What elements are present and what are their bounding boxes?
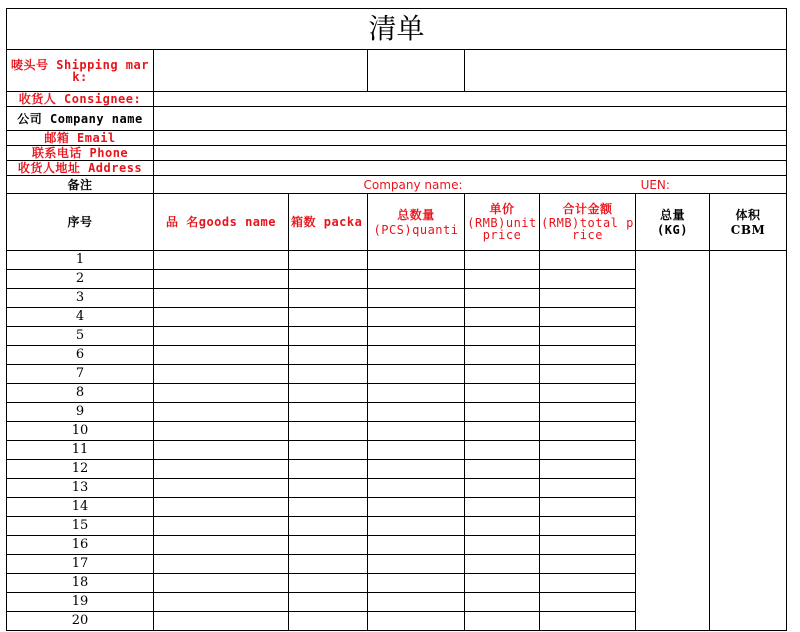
packages-cell[interactable] [289, 346, 368, 365]
unit-price-cn: 单价 [489, 202, 515, 216]
packages-cell[interactable] [289, 460, 368, 479]
goods-name-cell[interactable] [154, 327, 289, 346]
column-header-weight [636, 194, 710, 251]
goods-name-cell[interactable] [154, 441, 289, 460]
unit-price-cell[interactable] [465, 536, 540, 555]
quantity-cell[interactable] [368, 270, 465, 289]
packages-cell[interactable] [289, 308, 368, 327]
quantity-cn: 总数量 [397, 207, 435, 222]
row-index: 10 [7, 422, 154, 441]
packages-cell[interactable] [289, 251, 368, 270]
quantity-cell[interactable] [368, 593, 465, 612]
row-index: 5 [7, 327, 154, 346]
goods-name-cell[interactable] [154, 403, 289, 422]
email-label: 邮箱 Email [7, 131, 154, 146]
quantity-cell[interactable] [368, 517, 465, 536]
unit-price-cell[interactable] [465, 270, 540, 289]
quantity-cell[interactable] [368, 327, 465, 346]
quantity-cell[interactable] [368, 365, 465, 384]
packages-cell[interactable] [289, 365, 368, 384]
quantity-en: (PCS)quanti [373, 222, 459, 237]
total-price-cell[interactable] [540, 460, 636, 479]
weight-cell[interactable] [636, 251, 710, 631]
quantity-cell[interactable] [368, 308, 465, 327]
unit-price-cell[interactable] [465, 308, 540, 327]
packing-list-table [6, 8, 787, 631]
packages-cell[interactable] [289, 384, 368, 403]
packages-cell[interactable] [289, 422, 368, 441]
total-price-cell[interactable] [540, 574, 636, 593]
row-index: 8 [7, 384, 154, 403]
total-price-cell[interactable] [540, 270, 636, 289]
goods-name-cell[interactable] [154, 593, 289, 612]
quantity-cell[interactable] [368, 479, 465, 498]
unit-price-cell[interactable] [465, 612, 540, 631]
goods-name-cell[interactable] [154, 479, 289, 498]
quantity-cell[interactable] [368, 384, 465, 403]
packages-cell[interactable] [289, 555, 368, 574]
total-price-en: (RMB)total price [541, 216, 634, 242]
quantity-cell[interactable] [368, 441, 465, 460]
quantity-cell[interactable] [368, 460, 465, 479]
goods-name-cell[interactable] [154, 289, 289, 308]
goods-name-cell[interactable] [154, 612, 289, 631]
total-price-cell[interactable] [540, 498, 636, 517]
total-price-cell[interactable] [540, 479, 636, 498]
column-header-goods-name: 品 名goods name [154, 194, 289, 251]
shipping-mark-cell-2[interactable] [368, 50, 465, 92]
row-index: 20 [7, 612, 154, 631]
column-header-packages: 箱数 packa [289, 194, 368, 251]
unit-price-cell[interactable] [465, 574, 540, 593]
unit-price-cell[interactable] [465, 365, 540, 384]
row-index: 1 [7, 251, 154, 270]
row-index: 6 [7, 346, 154, 365]
column-header-quantity [368, 194, 465, 251]
packages-cell[interactable] [289, 574, 368, 593]
packages-cell[interactable] [289, 612, 368, 631]
weight-en: (KG) [657, 222, 688, 237]
row-index: 11 [7, 441, 154, 460]
volume-cn: 体积 [735, 207, 761, 222]
goods-name-cell[interactable] [154, 536, 289, 555]
goods-name-cell[interactable] [154, 308, 289, 327]
packages-cell[interactable] [289, 289, 368, 308]
total-price-cell[interactable] [540, 441, 636, 460]
row-index: 2 [7, 270, 154, 289]
quantity-cell[interactable] [368, 555, 465, 574]
consignee-label: 收货人 Consignee: [7, 92, 154, 107]
total-price-cn: 合计金额 [562, 202, 613, 216]
packages-cell[interactable] [289, 270, 368, 289]
shipping-mark-cell-1[interactable] [154, 50, 368, 92]
unit-price-cell[interactable] [465, 384, 540, 403]
column-header-total-price [540, 194, 636, 251]
packages-cell[interactable] [289, 327, 368, 346]
row-index: 17 [7, 555, 154, 574]
total-price-cell[interactable] [540, 612, 636, 631]
quantity-cell[interactable] [368, 403, 465, 422]
goods-name-cell[interactable] [154, 365, 289, 384]
unit-price-cell[interactable] [465, 555, 540, 574]
row-index: 19 [7, 593, 154, 612]
weight-cn: 总量 [659, 207, 685, 222]
unit-price-cell[interactable] [465, 517, 540, 536]
unit-price-en: (RMB)unit price [467, 216, 537, 242]
remark-label: 备注 [7, 176, 154, 194]
total-price-cell[interactable] [540, 327, 636, 346]
total-price-cell[interactable] [540, 289, 636, 308]
total-price-cell[interactable] [540, 308, 636, 327]
goods-name-cell[interactable] [154, 251, 289, 270]
uen-text: UEN: [640, 177, 670, 192]
packing-list-sheet [6, 8, 786, 631]
row-index: 15 [7, 517, 154, 536]
unit-price-cell[interactable] [465, 593, 540, 612]
company-name-label: 公司 Company name [7, 107, 154, 131]
goods-name-cell[interactable] [154, 555, 289, 574]
volume-en: CBM [730, 222, 766, 237]
goods-name-cell[interactable] [154, 422, 289, 441]
total-price-cell[interactable] [540, 517, 636, 536]
goods-name-cell[interactable] [154, 517, 289, 536]
unit-price-cell[interactable] [465, 251, 540, 270]
packages-cell[interactable] [289, 593, 368, 612]
goods-name-cell[interactable] [154, 384, 289, 403]
unit-price-cell[interactable] [465, 422, 540, 441]
quantity-cell[interactable] [368, 251, 465, 270]
packages-cell[interactable] [289, 517, 368, 536]
row-index: 18 [7, 574, 154, 593]
shipping-mark-cell-3[interactable] [465, 50, 787, 92]
remark-company-label: Company name: [154, 176, 465, 194]
address-value[interactable] [154, 161, 787, 176]
goods-name-cell[interactable] [154, 460, 289, 479]
unit-price-cell[interactable] [465, 441, 540, 460]
row-index: 3 [7, 289, 154, 308]
remark-uen-label [465, 176, 787, 194]
quantity-cell[interactable] [368, 498, 465, 517]
unit-price-cell[interactable] [465, 289, 540, 308]
quantity-cell[interactable] [368, 536, 465, 555]
unit-price-cell[interactable] [465, 327, 540, 346]
packages-cell[interactable] [289, 498, 368, 517]
total-price-cell[interactable] [540, 536, 636, 555]
row-index: 7 [7, 365, 154, 384]
company-name-value[interactable] [154, 107, 787, 131]
row-index: 16 [7, 536, 154, 555]
goods-name-cell[interactable] [154, 498, 289, 517]
row-index: 14 [7, 498, 154, 517]
goods-name-cell[interactable] [154, 346, 289, 365]
packages-cell[interactable] [289, 479, 368, 498]
packages-cell[interactable] [289, 536, 368, 555]
phone-value[interactable] [154, 146, 787, 161]
total-price-cell[interactable] [540, 555, 636, 574]
goods-name-cell[interactable] [154, 574, 289, 593]
item-rows [7, 251, 787, 631]
quantity-cell[interactable] [368, 289, 465, 308]
column-header-volume [710, 194, 787, 251]
quantity-cell[interactable] [368, 346, 465, 365]
consignee-value[interactable] [154, 92, 787, 107]
email-value[interactable] [154, 131, 787, 146]
volume-cell[interactable] [710, 251, 787, 631]
packages-cell[interactable] [289, 441, 368, 460]
page-title: 清单 [7, 9, 787, 50]
unit-price-cell[interactable] [465, 403, 540, 422]
quantity-cell[interactable] [368, 422, 465, 441]
unit-price-cell[interactable] [465, 346, 540, 365]
phone-label: 联系电话 Phone [7, 146, 154, 161]
unit-price-cell[interactable] [465, 460, 540, 479]
unit-price-cell[interactable] [465, 479, 540, 498]
column-header-unit-price [465, 194, 540, 251]
total-price-cell[interactable] [540, 346, 636, 365]
goods-name-cell[interactable] [154, 270, 289, 289]
row-index: 12 [7, 460, 154, 479]
quantity-cell[interactable] [368, 574, 465, 593]
total-price-cell[interactable] [540, 403, 636, 422]
shipping-mark-label: 唛头号 Shipping mark: [7, 50, 154, 92]
address-label: 收货人地址 Address [7, 161, 154, 176]
row-index: 4 [7, 308, 154, 327]
total-price-cell[interactable] [540, 593, 636, 612]
total-price-cell[interactable] [540, 422, 636, 441]
column-header-index: 序号 [7, 194, 154, 251]
total-price-cell[interactable] [540, 384, 636, 403]
unit-price-cell[interactable] [465, 498, 540, 517]
row-index: 13 [7, 479, 154, 498]
quantity-cell[interactable] [368, 612, 465, 631]
row-index: 9 [7, 403, 154, 422]
total-price-cell[interactable] [540, 251, 636, 270]
table-row [7, 251, 787, 270]
packages-cell[interactable] [289, 403, 368, 422]
total-price-cell[interactable] [540, 365, 636, 384]
